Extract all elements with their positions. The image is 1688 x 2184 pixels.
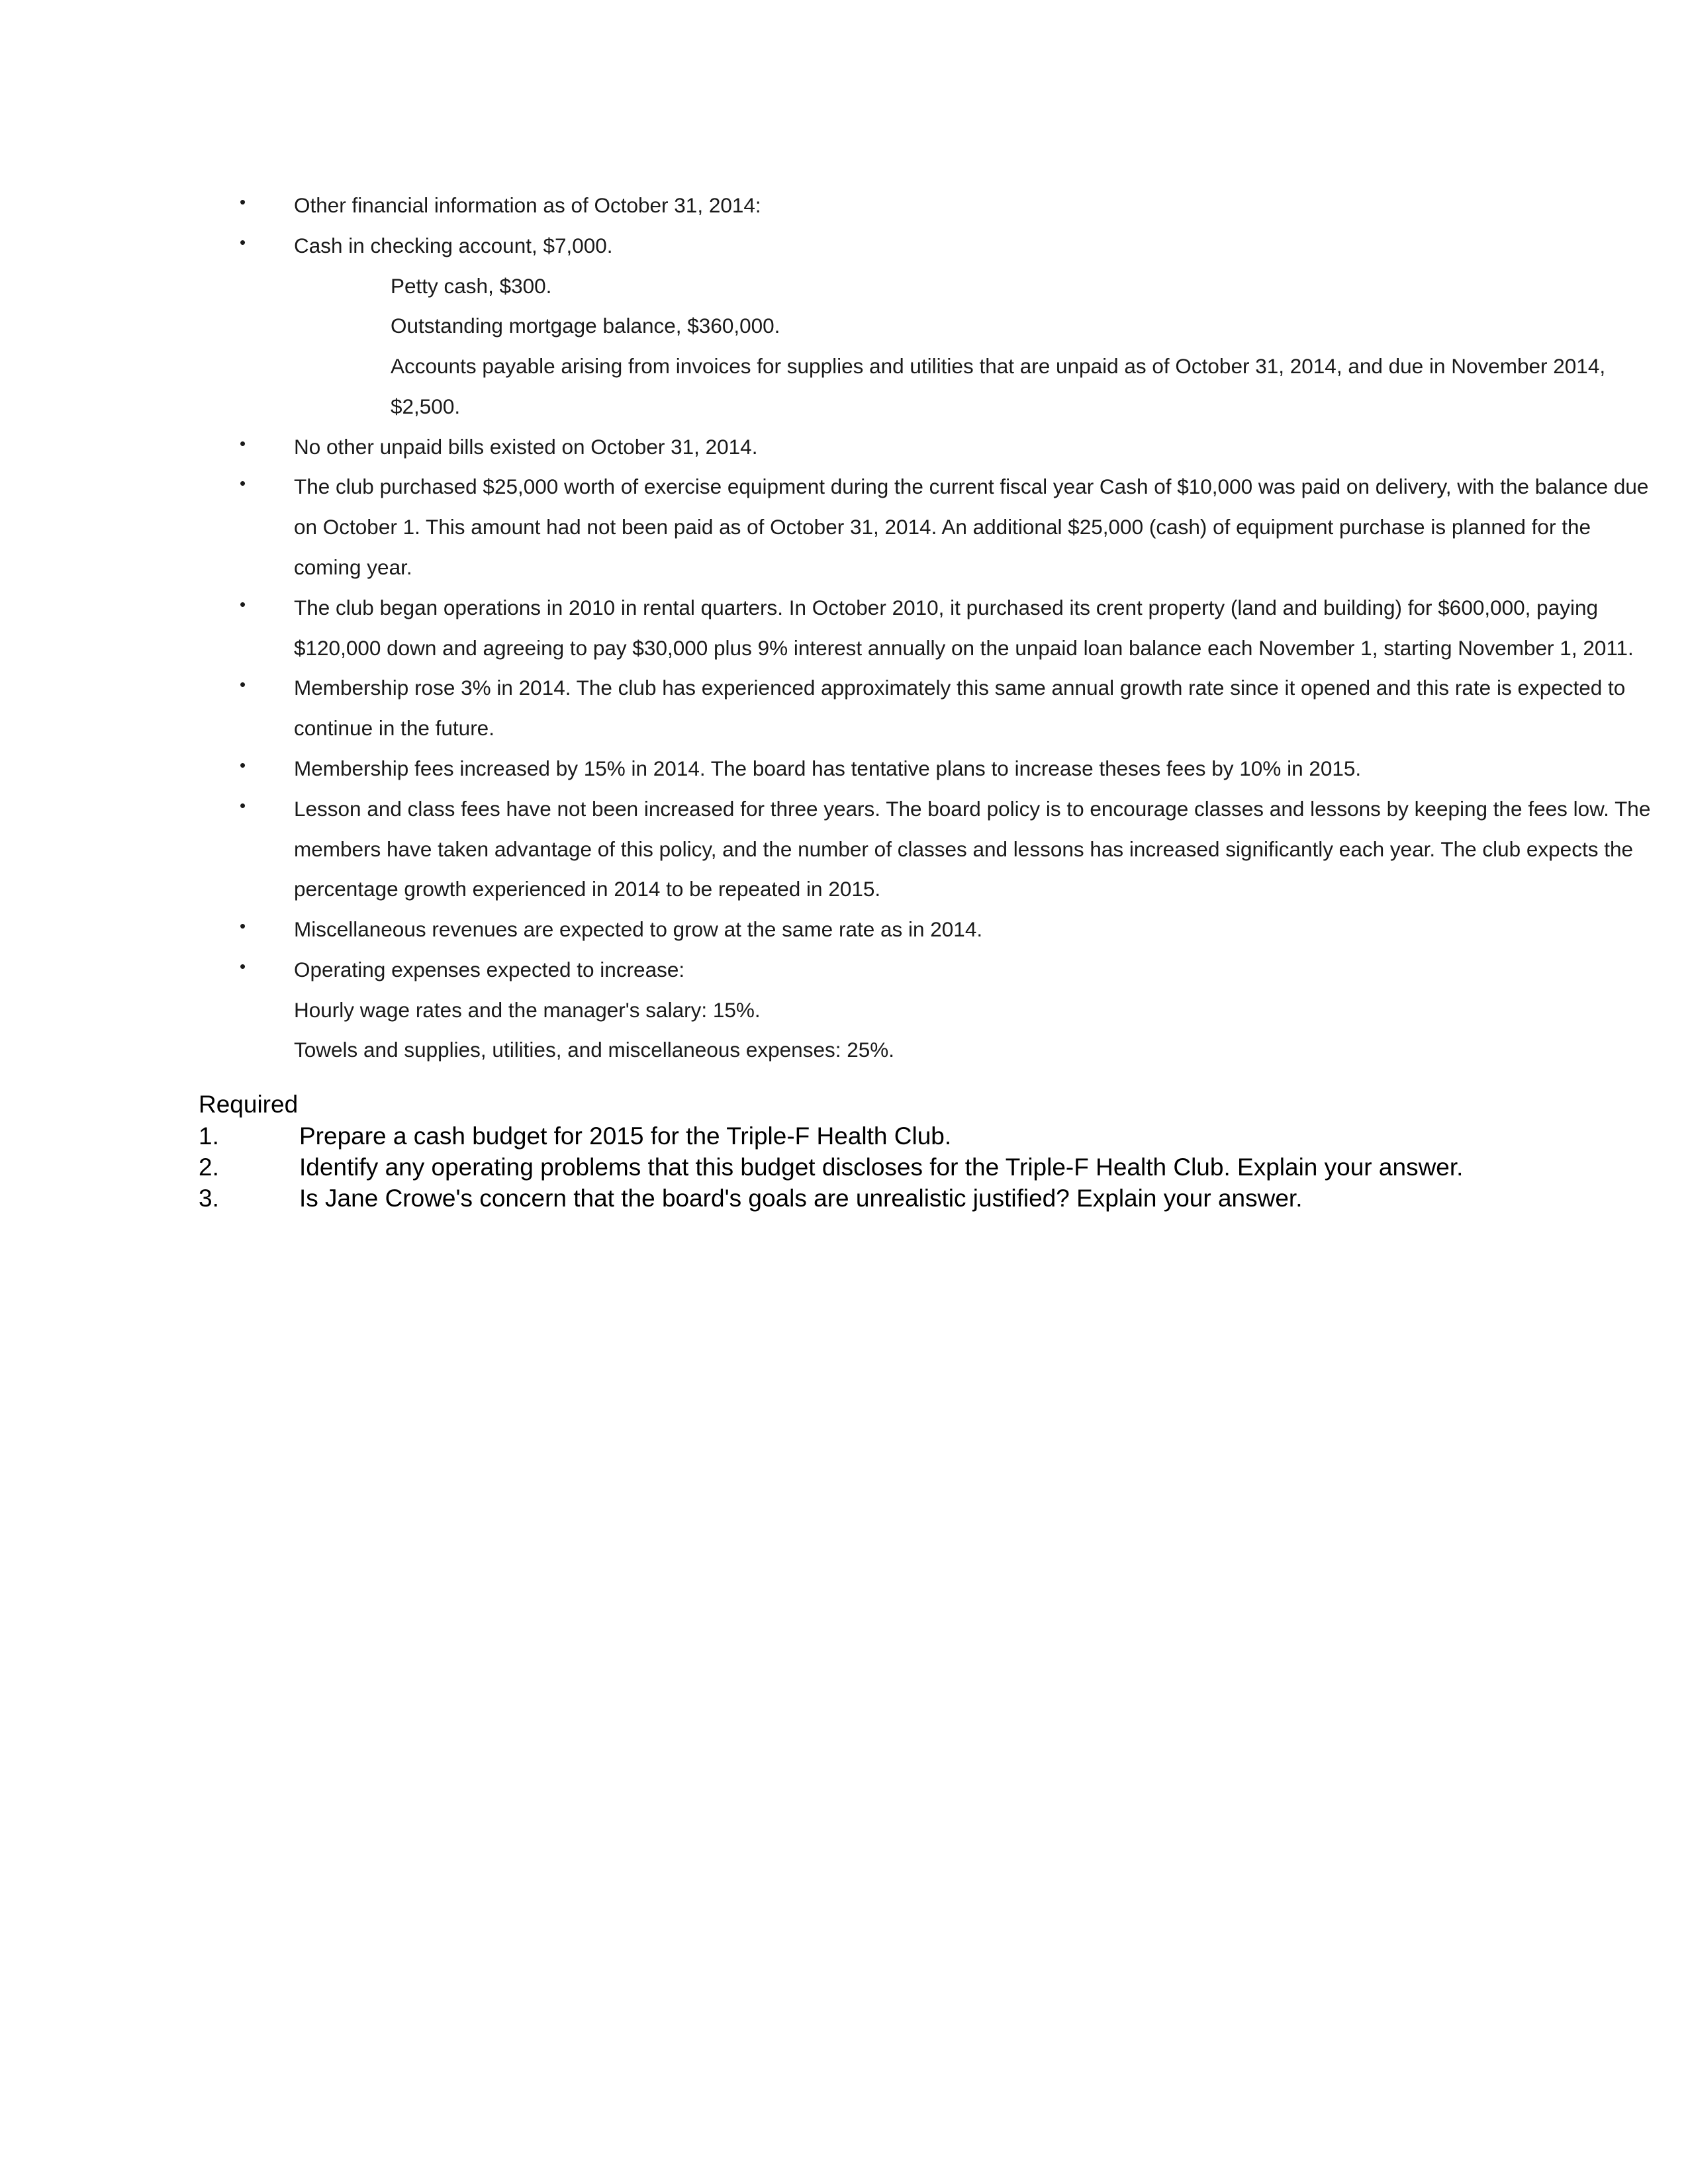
required-heading: Required [199, 1091, 299, 1118]
list-item-text: The club began operations in 2010 in rental quarters. In October 2010, it purchased its crent property (land and building) for $600,000, paying $120,000 down and agreeing to pay $30,000 plus 9% interest annually on the unpaid loan balance each November 1, starting November 1, 2011. [294, 595, 1634, 660]
list-item [199, 226, 1655, 266]
bullet-icon: • [240, 956, 246, 976]
bullet-icon: • [240, 232, 246, 252]
list-item [199, 789, 1655, 909]
list-item [199, 427, 1655, 467]
bullet-icon: • [240, 916, 246, 936]
required-item-number: 2. [199, 1153, 219, 1181]
list-item [199, 749, 1655, 789]
required-item [199, 1152, 1655, 1183]
bullet-icon: • [240, 754, 246, 775]
bullet-icon: • [240, 795, 246, 815]
document-body [199, 185, 1655, 1214]
list-item [199, 668, 1655, 749]
bullet-icon: • [240, 433, 246, 453]
list-item [199, 950, 1655, 990]
list-item [199, 467, 1655, 587]
required-item-text: Prepare a cash budget for 2015 for the Triple-F Health Club. [299, 1122, 952, 1150]
list-item-text: Other financial information as of October 31, 2014: [294, 193, 761, 217]
required-item-text: Identify any operating problems that this budget discloses for the Triple-F Health Club. Explain your answer. [299, 1153, 1464, 1181]
list-item-text: Cash in checking account, $7,000. [294, 233, 613, 257]
required-item [199, 1120, 1655, 1152]
bullet-icon: • [240, 473, 246, 494]
expense-line-supplies: Towels and supplies, utilities, and miscellaneous expenses: 25%. [294, 1038, 895, 1062]
sub-line-accounts-payable: Accounts payable arising from invoices for supplies and utilities that are unpaid as of October 31, 2014, and due in November 2014, $2,500. [391, 354, 1606, 418]
list-item [199, 185, 1655, 226]
list-item-text: The club purchased $25,000 worth of exercise equipment during the current fiscal year Cash of $10,000 was paid on delivery, with the balance due on October 1. This amount had not been paid as of October 31, 2014. An additional $25,000 (cash) of equipment purchase is planned for the coming year. [294, 475, 1649, 580]
required-item-number: 1. [199, 1122, 219, 1150]
bullet-icon: • [240, 674, 246, 695]
financial-info-list [199, 185, 1655, 266]
list-item [199, 588, 1655, 668]
required-items-list [199, 1120, 1655, 1214]
bullet-icon: • [240, 594, 246, 614]
bullet-icon: • [240, 192, 246, 212]
required-item [199, 1183, 1655, 1214]
list-item-text: Lesson and class fees have not been increased for three years. The board policy is to encourage classes and lessons by keeping the fees low. The members have taken advantage of this policy, and the number of classes and lessons has increased significantly each year. The club expects the percentage growth experienced in 2014 to be repeated in 2015. [294, 796, 1651, 901]
list-item-text: Membership fees increased by 15% in 2014. The board has tentative plans to increase theses fees by 10% in 2015. [294, 756, 1362, 780]
list-item-text: Membership rose 3% in 2014. The club has experienced approximately this same annual growth rate since it opened and this rate is expected to continue in the future. [294, 676, 1626, 741]
financial-info-list-continued [199, 427, 1655, 990]
list-item [199, 909, 1655, 950]
sub-line-mortgage-balance: Outstanding mortgage balance, $360,000. [391, 314, 780, 338]
required-section [199, 1089, 1655, 1214]
list-item-text: Operating expenses expected to increase: [294, 957, 685, 981]
sub-line-petty-cash: Petty cash, $300. [391, 273, 552, 298]
required-item-text: Is Jane Crowe's concern that the board's goals are unrealistic justified? Explain your answer. [299, 1185, 1303, 1212]
expense-line-wages: Hourly wage rates and the manager's salary: 15%. [294, 997, 761, 1022]
list-item-text: No other unpaid bills existed on October 31, 2014. [294, 434, 758, 459]
required-item-number: 3. [199, 1185, 219, 1212]
list-item-text: Miscellaneous revenues are expected to grow at the same rate as in 2014. [294, 917, 983, 942]
